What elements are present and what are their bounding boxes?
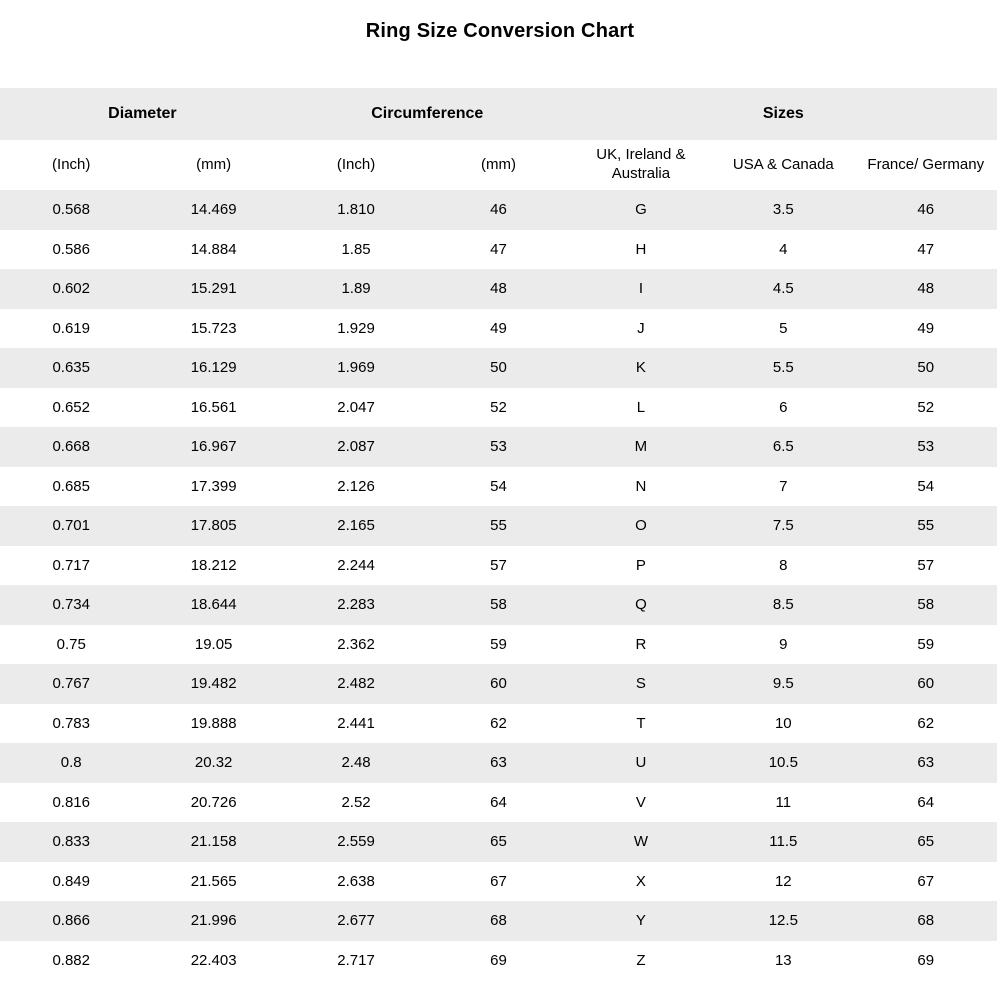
cell: 64: [855, 783, 997, 823]
table-row: [0, 585, 997, 625]
cell: 16.561: [142, 388, 284, 428]
table-header: [0, 88, 997, 190]
page-title: Ring Size Conversion Chart: [365, 20, 635, 42]
cell: 6.5: [712, 427, 854, 467]
cell: 13: [712, 941, 854, 981]
table-row: [0, 704, 997, 744]
cell: 0.849: [0, 862, 142, 902]
table-row: [0, 309, 997, 349]
cell: 21.565: [142, 862, 284, 902]
cell: 6: [712, 388, 854, 428]
cell: 12.5: [712, 901, 854, 941]
cell: 0.602: [0, 269, 142, 309]
cell: 48: [855, 269, 997, 309]
cell: 20.32: [142, 743, 284, 783]
table-row: [0, 625, 997, 665]
cell: 55: [855, 506, 997, 546]
cell: 2.559: [285, 822, 427, 862]
cell: 8.5: [712, 585, 854, 625]
table-row: [0, 901, 997, 941]
table-row: [0, 190, 997, 230]
cell: 50: [427, 348, 569, 388]
cell: 57: [855, 546, 997, 586]
cell: 19.888: [142, 704, 284, 744]
cell: 16.129: [142, 348, 284, 388]
cell: 0.783: [0, 704, 142, 744]
table-row: [0, 822, 997, 862]
cell: 49: [855, 309, 997, 349]
cell: 47: [855, 230, 997, 270]
cell: 2.244: [285, 546, 427, 586]
cell: 0.652: [0, 388, 142, 428]
cell: 65: [427, 822, 569, 862]
cell: 5: [712, 309, 854, 349]
cell: 0.866: [0, 901, 142, 941]
cell: 12: [712, 862, 854, 902]
cell: 0.833: [0, 822, 142, 862]
cell: W: [570, 822, 712, 862]
cell: N: [570, 467, 712, 507]
cell: 9.5: [712, 664, 854, 704]
cell: 0.75: [0, 625, 142, 665]
cell: 0.8: [0, 743, 142, 783]
cell: 50: [855, 348, 997, 388]
cell: 15.291: [142, 269, 284, 309]
cell: Z: [570, 941, 712, 981]
cell: 2.677: [285, 901, 427, 941]
cell: X: [570, 862, 712, 902]
cell: 67: [427, 862, 569, 902]
cell: Q: [570, 585, 712, 625]
cell: T: [570, 704, 712, 744]
cell: 62: [855, 704, 997, 744]
cell: 21.158: [142, 822, 284, 862]
cell: 69: [855, 941, 997, 981]
cell: 2.362: [285, 625, 427, 665]
cell: 58: [427, 585, 569, 625]
cell: 2.48: [285, 743, 427, 783]
cell: 1.85: [285, 230, 427, 270]
cell: 48: [427, 269, 569, 309]
cell: 7.5: [712, 506, 854, 546]
group-header-circumference: Circumference: [285, 88, 570, 140]
cell: 46: [427, 190, 569, 230]
cell: 11.5: [712, 822, 854, 862]
cell: 18.644: [142, 585, 284, 625]
cell: 4: [712, 230, 854, 270]
cell: 52: [427, 388, 569, 428]
cell: 11: [712, 783, 854, 823]
cell: 0.668: [0, 427, 142, 467]
cell: R: [570, 625, 712, 665]
cell: 0.568: [0, 190, 142, 230]
cell: 68: [427, 901, 569, 941]
cell: 2.283: [285, 585, 427, 625]
cell: 54: [427, 467, 569, 507]
column-header-uk-ireland-australia: UK, Ireland & Australia: [570, 140, 712, 190]
cell: 2.047: [285, 388, 427, 428]
cell: 52: [855, 388, 997, 428]
cell: 19.05: [142, 625, 284, 665]
cell: 2.126: [285, 467, 427, 507]
table-row: [0, 862, 997, 902]
cell: 53: [427, 427, 569, 467]
table-row: [0, 427, 997, 467]
column-header-circumference-mm: (mm): [427, 140, 569, 190]
cell: 1.810: [285, 190, 427, 230]
cell: J: [570, 309, 712, 349]
cell: 17.399: [142, 467, 284, 507]
cell: 2.638: [285, 862, 427, 902]
cell: 0.619: [0, 309, 142, 349]
cell: 59: [427, 625, 569, 665]
cell: 64: [427, 783, 569, 823]
cell: 47: [427, 230, 569, 270]
cell: 14.469: [142, 190, 284, 230]
table-row: [0, 269, 997, 309]
group-header-row: [0, 88, 997, 140]
cell: 60: [855, 664, 997, 704]
cell: 62: [427, 704, 569, 744]
cell: 63: [427, 743, 569, 783]
cell: 60: [427, 664, 569, 704]
cell: 63: [855, 743, 997, 783]
cell: 0.701: [0, 506, 142, 546]
cell: 1.969: [285, 348, 427, 388]
cell: P: [570, 546, 712, 586]
cell: I: [570, 269, 712, 309]
cell: 3.5: [712, 190, 854, 230]
cell: 5.5: [712, 348, 854, 388]
cell: 10: [712, 704, 854, 744]
cell: 9: [712, 625, 854, 665]
table-row: [0, 941, 997, 981]
table-row: [0, 783, 997, 823]
cell: 14.884: [142, 230, 284, 270]
cell: 49: [427, 309, 569, 349]
cell: 0.767: [0, 664, 142, 704]
cell: 2.717: [285, 941, 427, 981]
cell: 59: [855, 625, 997, 665]
cell: 0.882: [0, 941, 142, 981]
cell: 58: [855, 585, 997, 625]
cell: 65: [855, 822, 997, 862]
cell: 21.996: [142, 901, 284, 941]
cell: 2.441: [285, 704, 427, 744]
cell: 0.685: [0, 467, 142, 507]
cell: 0.635: [0, 348, 142, 388]
cell: 1.929: [285, 309, 427, 349]
cell: 69: [427, 941, 569, 981]
cell: 17.805: [142, 506, 284, 546]
cell: 2.087: [285, 427, 427, 467]
table-row: [0, 664, 997, 704]
cell: 7: [712, 467, 854, 507]
cell: 57: [427, 546, 569, 586]
cell: 67: [855, 862, 997, 902]
cell: 19.482: [142, 664, 284, 704]
cell: U: [570, 743, 712, 783]
cell: 46: [855, 190, 997, 230]
cell: V: [570, 783, 712, 823]
table-row: [0, 743, 997, 783]
column-header-circumference-inch: (Inch): [285, 140, 427, 190]
cell: 54: [855, 467, 997, 507]
table-row: [0, 348, 997, 388]
table-body: [0, 190, 997, 980]
column-header-diameter-mm: (mm): [142, 140, 284, 190]
cell: 22.403: [142, 941, 284, 981]
cell: 0.717: [0, 546, 142, 586]
cell: 8: [712, 546, 854, 586]
cell: O: [570, 506, 712, 546]
group-header-sizes: Sizes: [570, 88, 997, 140]
cell: 2.482: [285, 664, 427, 704]
cell: 16.967: [142, 427, 284, 467]
column-header-diameter-inch: (Inch): [0, 140, 142, 190]
column-header-france-germany: France/ Germany: [855, 140, 997, 190]
cell: 55: [427, 506, 569, 546]
table-row: [0, 388, 997, 428]
cell: 18.212: [142, 546, 284, 586]
ring-size-conversion-table: [0, 88, 997, 980]
cell: 2.52: [285, 783, 427, 823]
cell: 1.89: [285, 269, 427, 309]
cell: H: [570, 230, 712, 270]
table-row: [0, 467, 997, 507]
cell: 0.816: [0, 783, 142, 823]
table-row: [0, 546, 997, 586]
cell: L: [570, 388, 712, 428]
cell: M: [570, 427, 712, 467]
cell: 0.734: [0, 585, 142, 625]
cell: Y: [570, 901, 712, 941]
cell: 4.5: [712, 269, 854, 309]
cell: 2.165: [285, 506, 427, 546]
column-header-row: [0, 140, 997, 190]
cell: S: [570, 664, 712, 704]
cell: K: [570, 348, 712, 388]
cell: 68: [855, 901, 997, 941]
cell: 15.723: [142, 309, 284, 349]
cell: 0.586: [0, 230, 142, 270]
table-row: [0, 506, 997, 546]
cell: 53: [855, 427, 997, 467]
cell: 10.5: [712, 743, 854, 783]
cell: G: [570, 190, 712, 230]
group-header-diameter: Diameter: [0, 88, 285, 140]
cell: 20.726: [142, 783, 284, 823]
table-row: [0, 230, 997, 270]
column-header-usa-canada: USA & Canada: [712, 140, 854, 190]
